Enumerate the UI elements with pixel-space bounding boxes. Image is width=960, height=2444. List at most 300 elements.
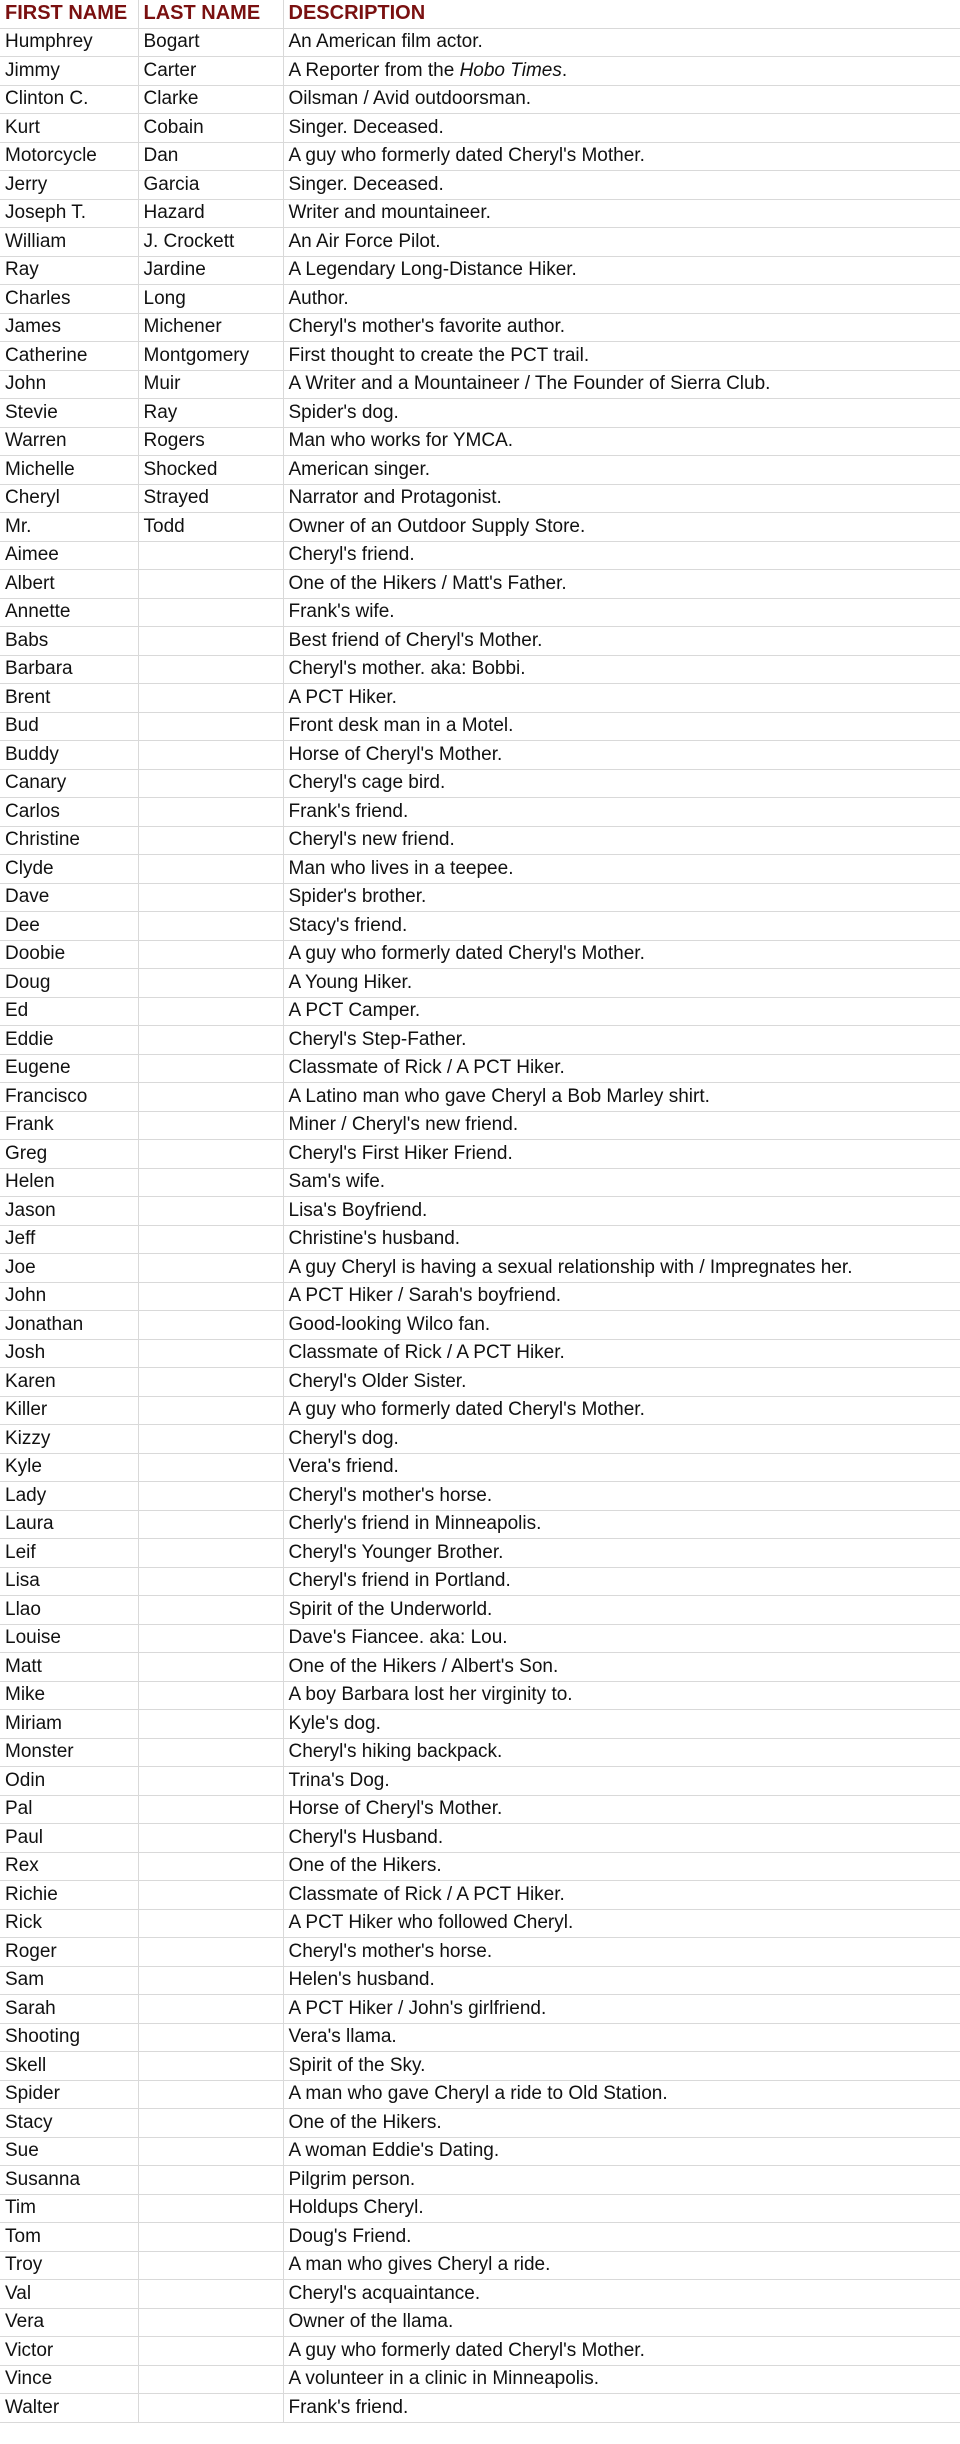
description-cell[interactable]: A man who gives Cheryl a ride. [283,2251,960,2280]
description-cell[interactable]: Lisa's Boyfriend. [283,1197,960,1226]
description-cell[interactable]: Miner / Cheryl's new friend. [283,1111,960,1140]
description-cell[interactable]: One of the Hikers / Matt's Father. [283,570,960,599]
description-cell[interactable]: Singer. Deceased. [283,171,960,200]
first-name-cell[interactable]: Aimee [0,541,138,570]
table-row [0,655,960,684]
table-row [0,2166,960,2195]
table-row [0,2137,960,2166]
first-name-cell[interactable]: Eddie [0,1026,138,1055]
last-name-cell[interactable] [138,1168,283,1197]
last-name-cell[interactable]: Todd [138,513,283,542]
table-row [0,997,960,1026]
last-name-cell[interactable] [138,1767,283,1796]
description-cell[interactable]: Helen's husband. [283,1966,960,1995]
first-name-cell[interactable]: Odin [0,1767,138,1796]
table-row [0,313,960,342]
last-name-cell[interactable]: Bogart [138,28,283,57]
first-name-cell[interactable]: Shooting [0,2023,138,2052]
description-cell[interactable]: Good-looking Wilco fan. [283,1311,960,1340]
table-row [0,2280,960,2309]
first-name-cell[interactable]: Mike [0,1681,138,1710]
last-name-cell[interactable] [138,598,283,627]
first-name-cell[interactable]: William [0,228,138,257]
last-name-cell[interactable] [138,1396,283,1425]
first-name-cell[interactable]: Kizzy [0,1425,138,1454]
description-cell[interactable]: A woman Eddie's Dating. [283,2137,960,2166]
description-cell[interactable]: An Air Force Pilot. [283,228,960,257]
first-name-cell[interactable]: Greg [0,1140,138,1169]
description-cell[interactable]: Vera's friend. [283,1453,960,1482]
last-name-cell[interactable] [138,2280,283,2309]
last-name-cell[interactable] [138,1026,283,1055]
first-name-cell[interactable]: Dave [0,883,138,912]
first-name-cell[interactable]: Jeff [0,1225,138,1254]
description-cell[interactable]: Horse of Cheryl's Mother. [283,1795,960,1824]
first-name-cell[interactable]: Rex [0,1852,138,1881]
first-name-cell[interactable]: Ray [0,256,138,285]
first-name-cell[interactable]: Killer [0,1396,138,1425]
first-name-cell[interactable]: Josh [0,1339,138,1368]
last-name-cell[interactable] [138,1311,283,1340]
last-name-cell[interactable]: J. Crockett [138,228,283,257]
last-name-cell[interactable]: Dan [138,142,283,171]
description-cell[interactable]: A guy who formerly dated Cheryl's Mother. [283,2337,960,2366]
description-cell[interactable]: One of the Hikers. [283,1852,960,1881]
description-cell[interactable]: Classmate of Rick / A PCT Hiker. [283,1054,960,1083]
first-name-cell[interactable]: Sam [0,1966,138,1995]
first-name-cell[interactable]: Tim [0,2194,138,2223]
description-cell[interactable]: Spirit of the Sky. [283,2052,960,2081]
last-name-cell[interactable] [138,1681,283,1710]
description-cell[interactable]: Sam's wife. [283,1168,960,1197]
table-row [0,1140,960,1169]
description-cell[interactable]: Cheryl's new friend. [283,826,960,855]
last-name-cell[interactable] [138,1938,283,1967]
table-row [0,684,960,713]
first-name-cell[interactable]: Albert [0,570,138,599]
first-name-cell[interactable]: Kyle [0,1453,138,1482]
description-cell[interactable]: Cheryl's Husband. [283,1824,960,1853]
first-name-cell[interactable]: Leif [0,1539,138,1568]
table-row [0,1282,960,1311]
first-name-cell[interactable]: Jason [0,1197,138,1226]
description-cell[interactable]: Oilsman / Avid outdoorsman. [283,85,960,114]
last-name-cell[interactable] [138,969,283,998]
last-name-cell[interactable] [138,2337,283,2366]
description-cell[interactable]: Spider's brother. [283,883,960,912]
last-name-cell[interactable] [138,1966,283,1995]
description-cell[interactable]: Classmate of Rick / A PCT Hiker. [283,1881,960,1910]
description-cell[interactable]: Classmate of Rick / A PCT Hiker. [283,1339,960,1368]
description-cell[interactable]: Writer and mountaineer. [283,199,960,228]
first-name-cell[interactable]: Francisco [0,1083,138,1112]
last-name-cell[interactable] [138,1482,283,1511]
description-cell[interactable] [283,57,960,86]
description-cell[interactable]: Front desk man in a Motel. [283,712,960,741]
last-name-cell[interactable] [138,1368,283,1397]
last-name-cell[interactable]: Rogers [138,427,283,456]
last-name-cell[interactable] [138,1083,283,1112]
last-name-cell[interactable] [138,1567,283,1596]
first-name-cell[interactable]: Roger [0,1938,138,1967]
table-row [0,2109,960,2138]
first-name-cell[interactable]: Clinton C. [0,85,138,114]
last-name-cell[interactable] [138,2109,283,2138]
first-name-cell[interactable]: Monster [0,1738,138,1767]
table-row [0,199,960,228]
last-name-cell[interactable] [138,2080,283,2109]
description-cell[interactable]: Cheryl's mother's horse. [283,1938,960,1967]
first-name-cell[interactable]: Eugene [0,1054,138,1083]
table-row [0,85,960,114]
first-name-cell[interactable]: Clyde [0,855,138,884]
table-row [0,342,960,371]
last-name-cell[interactable] [138,912,283,941]
first-name-cell[interactable]: Spider [0,2080,138,2109]
last-name-cell[interactable] [138,1596,283,1625]
table-row [0,1510,960,1539]
description-cell[interactable]: Stacy's friend. [283,912,960,941]
description-cell[interactable]: Cherly's friend in Minneapolis. [283,1510,960,1539]
first-name-cell[interactable]: Joseph T. [0,199,138,228]
header-first-name[interactable]: FIRST NAME [0,0,138,28]
description-cell[interactable]: A boy Barbara lost her virginity to. [283,1681,960,1710]
description-cell[interactable]: An American film actor. [283,28,960,57]
first-name-cell[interactable]: Cheryl [0,484,138,513]
first-name-cell[interactable]: Vince [0,2365,138,2394]
last-name-cell[interactable] [138,1624,283,1653]
first-name-cell[interactable]: Ed [0,997,138,1026]
last-name-cell[interactable] [138,769,283,798]
header-last-name[interactable]: LAST NAME [138,0,283,28]
last-name-cell[interactable] [138,826,283,855]
last-name-cell[interactable]: Shocked [138,456,283,485]
last-name-cell[interactable] [138,2394,283,2423]
table-row [0,1795,960,1824]
first-name-cell[interactable]: Val [0,2280,138,2309]
first-name-cell[interactable]: Sarah [0,1995,138,2024]
first-name-cell[interactable]: Brent [0,684,138,713]
last-name-cell[interactable] [138,940,283,969]
description-cell[interactable]: One of the Hikers. [283,2109,960,2138]
table-row [0,228,960,257]
first-name-cell[interactable]: Canary [0,769,138,798]
description-cell[interactable]: Doug's Friend. [283,2223,960,2252]
last-name-cell[interactable]: Muir [138,370,283,399]
first-name-cell[interactable]: Victor [0,2337,138,2366]
first-name-cell[interactable]: Doobie [0,940,138,969]
first-name-cell[interactable]: John [0,1282,138,1311]
first-name-cell[interactable]: Annette [0,598,138,627]
last-name-cell[interactable] [138,1282,283,1311]
last-name-cell[interactable] [138,2052,283,2081]
last-name-cell[interactable] [138,1795,283,1824]
first-name-cell[interactable]: Laura [0,1510,138,1539]
last-name-cell[interactable] [138,1054,283,1083]
description-cell[interactable]: Christine's husband. [283,1225,960,1254]
description-cell[interactable]: American singer. [283,456,960,485]
first-name-cell[interactable]: Motorcycle [0,142,138,171]
last-name-cell[interactable] [138,1197,283,1226]
description-cell[interactable]: A man who gave Cheryl a ride to Old Station. [283,2080,960,2109]
description-cell[interactable]: Kyle's dog. [283,1710,960,1739]
table-row [0,456,960,485]
description-text: . [561,59,568,81]
last-name-cell[interactable] [138,1339,283,1368]
description-cell[interactable]: A Latino man who gave Cheryl a Bob Marley shirt. [283,1083,960,1112]
first-name-cell[interactable]: Richie [0,1881,138,1910]
first-name-cell[interactable]: Lisa [0,1567,138,1596]
first-name-cell[interactable]: Babs [0,627,138,656]
first-name-cell[interactable]: Vera [0,2308,138,2337]
last-name-cell[interactable]: Michener [138,313,283,342]
last-name-cell[interactable] [138,741,283,770]
table-row [0,1083,960,1112]
last-name-cell[interactable] [138,798,283,827]
description-cell[interactable]: A PCT Camper. [283,997,960,1026]
description-cell[interactable]: Best friend of Cheryl's Mother. [283,627,960,656]
last-name-cell[interactable] [138,2365,283,2394]
description-cell[interactable]: Cheryl's friend in Portland. [283,1567,960,1596]
last-name-cell[interactable] [138,997,283,1026]
first-name-cell[interactable]: Catherine [0,342,138,371]
description-cell[interactable]: Narrator and Protagonist. [283,484,960,513]
first-name-cell[interactable]: Frank [0,1111,138,1140]
last-name-cell[interactable] [138,2194,283,2223]
description-cell[interactable]: Singer. Deceased. [283,114,960,143]
header-row [0,0,960,28]
description-cell[interactable]: A guy Cheryl is having a sexual relationship with / Impregnates her. [283,1254,960,1283]
description-cell[interactable]: A PCT Hiker / John's girlfriend. [283,1995,960,2024]
description-cell[interactable]: Cheryl's mother's favorite author. [283,313,960,342]
table-row [0,1453,960,1482]
table-row [0,1026,960,1055]
first-name-cell[interactable]: Doug [0,969,138,998]
last-name-cell[interactable] [138,2223,283,2252]
table-row [0,28,960,57]
last-name-cell[interactable] [138,684,283,713]
last-name-cell[interactable] [138,1995,283,2024]
first-name-cell[interactable]: Michelle [0,456,138,485]
first-name-cell[interactable]: Bud [0,712,138,741]
table-row [0,826,960,855]
table-row [0,2337,960,2366]
description-cell[interactable]: A PCT Hiker who followed Cheryl. [283,1909,960,1938]
description-cell[interactable]: A Young Hiker. [283,969,960,998]
description-cell[interactable]: One of the Hikers / Albert's Son. [283,1653,960,1682]
last-name-cell[interactable] [138,627,283,656]
description-cell[interactable]: Author. [283,285,960,314]
first-name-cell[interactable]: Troy [0,2251,138,2280]
last-name-cell[interactable] [138,2137,283,2166]
last-name-cell[interactable] [138,1710,283,1739]
first-name-cell[interactable]: Susanna [0,2166,138,2195]
first-name-cell[interactable]: Tom [0,2223,138,2252]
description-cell[interactable]: Horse of Cheryl's Mother. [283,741,960,770]
first-name-cell[interactable]: Sue [0,2137,138,2166]
first-name-cell[interactable]: Paul [0,1824,138,1853]
last-name-cell[interactable] [138,1909,283,1938]
description-cell[interactable]: Cheryl's Step-Father. [283,1026,960,1055]
table-row [0,940,960,969]
table-row [0,1197,960,1226]
description-cell[interactable]: Cheryl's Younger Brother. [283,1539,960,1568]
first-name-cell[interactable]: Mr. [0,513,138,542]
last-name-cell[interactable] [138,1425,283,1454]
last-name-cell[interactable] [138,712,283,741]
last-name-cell[interactable] [138,1738,283,1767]
table-row [0,1681,960,1710]
description-cell[interactable]: Cheryl's mother's horse. [283,1482,960,1511]
last-name-cell[interactable] [138,2308,283,2337]
first-name-cell[interactable]: Charles [0,285,138,314]
description-cell[interactable]: A Writer and a Mountaineer / The Founder of Sierra Club. [283,370,960,399]
first-name-cell[interactable]: Humphrey [0,28,138,57]
description-cell[interactable]: Spider's dog. [283,399,960,428]
table-row [0,1596,960,1625]
last-name-cell[interactable]: Hazard [138,199,283,228]
description-cell[interactable]: First thought to create the PCT trail. [283,342,960,371]
last-name-cell[interactable]: Carter [138,57,283,86]
first-name-cell[interactable]: Jerry [0,171,138,200]
table-row [0,769,960,798]
last-name-cell[interactable] [138,2023,283,2052]
last-name-cell[interactable]: Strayed [138,484,283,513]
description-cell[interactable]: Spirit of the Underworld. [283,1596,960,1625]
description-cell[interactable]: A Legendary Long-Distance Hiker. [283,256,960,285]
table-row [0,285,960,314]
first-name-cell[interactable]: Karen [0,1368,138,1397]
description-cell[interactable]: Frank's friend. [283,2394,960,2423]
description-cell[interactable]: Man who works for YMCA. [283,427,960,456]
description-cell[interactable]: Pilgrim person. [283,2166,960,2195]
last-name-cell[interactable]: Ray [138,399,283,428]
first-name-cell[interactable]: Stevie [0,399,138,428]
last-name-cell[interactable] [138,855,283,884]
last-name-cell[interactable] [138,1881,283,1910]
table-row [0,57,960,86]
description-cell[interactable]: Trina's Dog. [283,1767,960,1796]
table-row [0,1738,960,1767]
description-cell[interactable]: Frank's friend. [283,798,960,827]
description-cell[interactable]: Cheryl's dog. [283,1425,960,1454]
description-cell[interactable]: Frank's wife. [283,598,960,627]
table-row [0,798,960,827]
description-cell[interactable]: Cheryl's Older Sister. [283,1368,960,1397]
table-row [0,1111,960,1140]
first-name-cell[interactable]: Christine [0,826,138,855]
last-name-cell[interactable] [138,1539,283,1568]
last-name-cell[interactable] [138,1510,283,1539]
last-name-cell[interactable] [138,2166,283,2195]
first-name-cell[interactable]: Lady [0,1482,138,1511]
first-name-cell[interactable]: Jimmy [0,57,138,86]
first-name-cell[interactable]: Helen [0,1168,138,1197]
description-cell[interactable]: A PCT Hiker / Sarah's boyfriend. [283,1282,960,1311]
first-name-cell[interactable]: Walter [0,2394,138,2423]
first-name-cell[interactable]: Jonathan [0,1311,138,1340]
description-cell[interactable]: Cheryl's cage bird. [283,769,960,798]
table-row [0,969,960,998]
last-name-cell[interactable] [138,1824,283,1853]
last-name-cell[interactable]: Clarke [138,85,283,114]
first-name-cell[interactable]: John [0,370,138,399]
first-name-cell[interactable]: Louise [0,1624,138,1653]
first-name-cell[interactable]: Buddy [0,741,138,770]
table-row [0,1482,960,1511]
first-name-cell[interactable]: Llao [0,1596,138,1625]
last-name-cell[interactable]: Garcia [138,171,283,200]
last-name-cell[interactable] [138,1254,283,1283]
description-cell[interactable]: Holdups Cheryl. [283,2194,960,2223]
last-name-cell[interactable] [138,883,283,912]
last-name-cell[interactable] [138,1653,283,1682]
first-name-cell[interactable]: Skell [0,2052,138,2081]
description-cell[interactable]: A guy who formerly dated Cheryl's Mother. [283,142,960,171]
first-name-cell[interactable]: Rick [0,1909,138,1938]
last-name-cell[interactable] [138,1453,283,1482]
first-name-cell[interactable]: Joe [0,1254,138,1283]
last-name-cell[interactable]: Cobain [138,114,283,143]
header-description[interactable]: DESCRIPTION [283,0,960,28]
table-row [0,1653,960,1682]
table-row [0,1425,960,1454]
description-cell[interactable]: Owner of an Outdoor Supply Store. [283,513,960,542]
last-name-cell[interactable]: Long [138,285,283,314]
last-name-cell[interactable]: Montgomery [138,342,283,371]
table-row [0,741,960,770]
description-cell[interactable]: Man who lives in a teepee. [283,855,960,884]
table-row [0,1767,960,1796]
last-name-cell[interactable]: Jardine [138,256,283,285]
first-name-cell[interactable]: Pal [0,1795,138,1824]
description-cell[interactable]: A guy who formerly dated Cheryl's Mother. [283,940,960,969]
first-name-cell[interactable]: Kurt [0,114,138,143]
first-name-cell[interactable]: James [0,313,138,342]
last-name-cell[interactable] [138,655,283,684]
last-name-cell[interactable] [138,1852,283,1881]
last-name-cell[interactable] [138,1225,283,1254]
description-cell[interactable]: Cheryl's mother. aka: Bobbi. [283,655,960,684]
last-name-cell[interactable] [138,570,283,599]
last-name-cell[interactable] [138,1140,283,1169]
first-name-cell[interactable]: Stacy [0,2109,138,2138]
description-cell[interactable]: Cheryl's acquaintance. [283,2280,960,2309]
description-cell[interactable]: Dave's Fiancee. aka: Lou. [283,1624,960,1653]
description-cell[interactable]: Cheryl's First Hiker Friend. [283,1140,960,1169]
description-cell[interactable]: Vera's llama. [283,2023,960,2052]
table-row [0,2080,960,2109]
first-name-cell[interactable]: Matt [0,1653,138,1682]
table-row [0,1396,960,1425]
last-name-cell[interactable] [138,1111,283,1140]
last-name-cell[interactable] [138,541,283,570]
first-name-cell[interactable]: Dee [0,912,138,941]
first-name-cell[interactable]: Carlos [0,798,138,827]
description-cell[interactable]: A guy who formerly dated Cheryl's Mother. [283,1396,960,1425]
last-name-cell[interactable] [138,2251,283,2280]
description-cell[interactable]: Cheryl's hiking backpack. [283,1738,960,1767]
description-cell[interactable]: A PCT Hiker. [283,684,960,713]
first-name-cell[interactable]: Warren [0,427,138,456]
description-cell[interactable]: Owner of the llama. [283,2308,960,2337]
first-name-cell[interactable]: Miriam [0,1710,138,1739]
description-cell[interactable]: A volunteer in a clinic in Minneapolis. [283,2365,960,2394]
table-row [0,399,960,428]
first-name-cell[interactable]: Barbara [0,655,138,684]
description-cell[interactable]: Cheryl's friend. [283,541,960,570]
table-row [0,598,960,627]
